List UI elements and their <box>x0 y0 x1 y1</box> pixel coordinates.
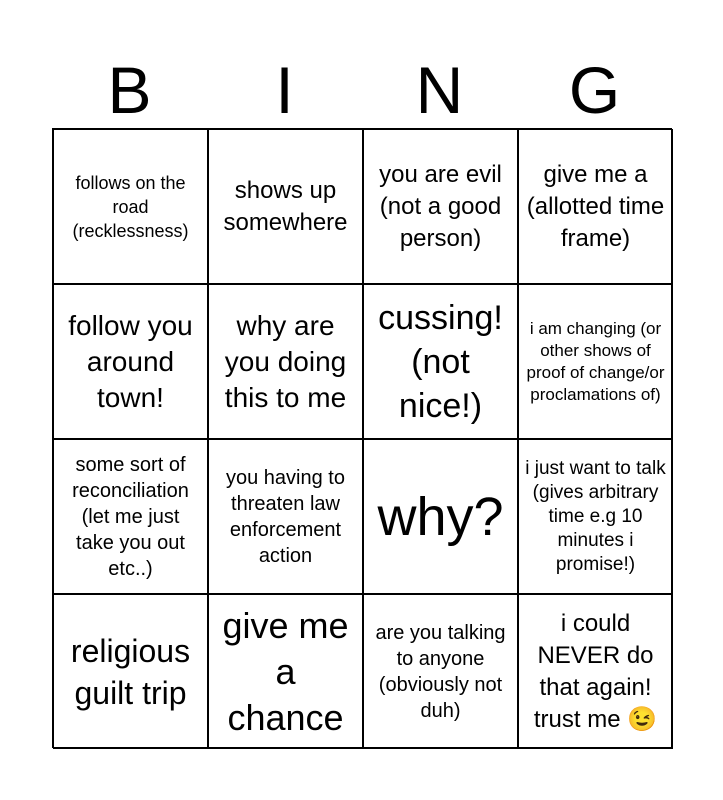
bingo-cell-r1c1[interactable] <box>53 129 208 284</box>
bingo-cell-text: some sort of reconciliation (let me just take you out etc..) <box>72 453 189 580</box>
bingo-card <box>52 128 672 748</box>
bingo-cell-r2c2[interactable] <box>208 284 363 439</box>
bingo-cell-text: follows on the road (recklessness) <box>72 172 189 241</box>
bingo-cell-text: shows up somewhere <box>223 176 348 236</box>
bingo-cell-r4c2[interactable] <box>208 594 363 749</box>
bingo-cell-text: i just want to talk (gives arbitrary time e.g 10 minutes i promise!) <box>525 457 666 575</box>
header-letter-g: G <box>568 53 621 127</box>
bingo-cell-text: i could NEVER do that again! trust me 😉 <box>533 609 658 733</box>
bingo-cell-text: religious guilt trip <box>70 632 191 711</box>
bingo-cell-r4c4[interactable] <box>518 594 673 749</box>
bingo-header <box>52 54 672 126</box>
bingo-cell-r3c1[interactable] <box>53 439 208 594</box>
bingo-cell-text: are you talking to anyone (obviously not duh) <box>375 621 506 722</box>
bingo-cell-r3c4[interactable] <box>518 439 673 594</box>
header-letter-n: N <box>415 53 464 127</box>
bingo-cell-text: why? <box>377 486 504 547</box>
bingo-cell-text: cussing! (not nice!) <box>378 298 503 425</box>
bingo-cell-r3c2[interactable] <box>208 439 363 594</box>
header-letter-b: B <box>107 53 152 127</box>
bingo-cell-text: you having to threaten law enforcement action <box>226 466 345 567</box>
bingo-cell-r4c3[interactable] <box>363 594 518 749</box>
bingo-cell-r2c3[interactable] <box>363 284 518 439</box>
bingo-cell-text: you are evil (not a good person) <box>379 160 502 252</box>
bingo-cell-r1c2[interactable] <box>208 129 363 284</box>
bingo-cell-text: why are you doing this to me <box>224 309 347 413</box>
bingo-cell-r2c4[interactable] <box>518 284 673 439</box>
bingo-cell-r3c3[interactable] <box>363 439 518 594</box>
bingo-cell-text: i am changing (or other shows of proof of change/or proclamations of) <box>526 318 665 404</box>
bingo-cell-r1c3[interactable] <box>363 129 518 284</box>
bingo-cell-r2c1[interactable] <box>53 284 208 439</box>
bingo-cell-text: give me a (allotted time frame) <box>526 160 665 252</box>
bingo-cell-r4c1[interactable] <box>53 594 208 749</box>
bingo-cell-text: give me a chance <box>222 604 349 738</box>
bingo-cell-text: follow you around town! <box>68 309 193 413</box>
header-letter-i: I <box>275 53 294 127</box>
bingo-cell-r1c4[interactable] <box>518 129 673 284</box>
